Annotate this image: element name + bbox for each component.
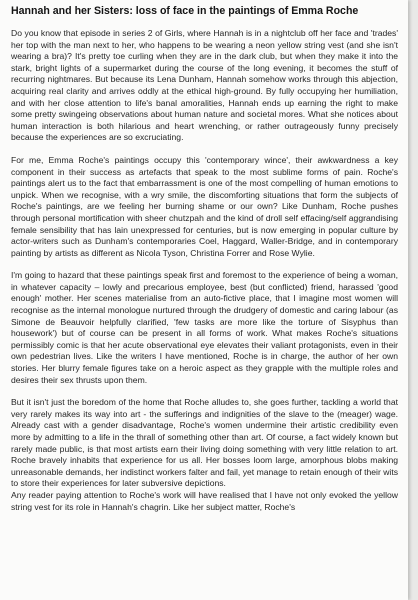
article-paragraph-2: For me, Emma Roche's paintings occupy this 'contemporary wince', their awkwardness a key component in their success as artefacts that speak to the most sublime forms of pain. Roche's paintings alert us to the fact that embarrassment is one of the most compelling of human emotions to unpick. When we recognise, with a wry smile, the discomforting situations that form the subjects of Roche's paintings, are we feeling her burning shame or our own? Like Dunham, Roche pushes through personal mortification with sheer chutzpah and the kind of droll self effacing/self aggrandising female sensibility that has lain unexpressed for centuries, but is now emerging in popular culture by actor-writers such as Dunham's contemporaries Coel, Haggard, Waller-Bridge, and in contemporary painting by artists as different as Nicola Tyson, Christina Forrer and Rose Wylie. bbox=[11, 154, 398, 258]
article-paragraph-5: Any reader paying attention to Roche's work will have realised that I have not only evoked the yellow string vest for its role in Hannah's chagrin. Like her subject matter, Roche's bbox=[11, 489, 398, 512]
article-paragraph-3: I'm going to hazard that these paintings speak first and foremost to the experience of being a woman, in whatever capacity – lowly and precarious employee, best (but conflicted) friend, harassed 'good enough' mother. Her scenes materialise from an auto-fictive place, that I imagine most women will recognise as the internal monologue nurtured through the drudgery of domestic and caring labour (as Simone de Beauvoir helpfully clarified, 'few tasks are more like the torture of Sisyphus than housework') but of course can be present in all forms of work. What makes Roche's situations permissibly comic is that her acute observational eye elevates their valiant protagonists, even in their own pedestrian lives. Like the writers I have mentioned, Roche is in charge, the author of her own stories. Her blurry female figures take on a heroic aspect as they grapple with the multiple roles and desires their sex thrusts upon them. bbox=[11, 270, 398, 385]
article-paragraph-1: Do you know that episode in series 2 of Girls, where Hannah is in a nightclub off her face and 'trades' her top with the man next to her, who happens to be wearing a neon yellow string vest (and she isn't wearing a bra)? It's pretty toe curling when they are in the dark club, but when they make it into the stark, bright lights of a supermarket during the course of the long evening, it becomes the stuff of recurring nightmares. But because its Lena Dunham, Hannah somehow works through this abjection, acquiring real clarity and arrives oddly at the ethical high-ground. By fully occupying her humiliation, and with her close attention to life's banal amoralities, Hannah ends up earning the right to make some pretty swingeing observations about human nature and societal mores. What she notices about human interaction is both hilarious and heart wrenching, or rather outrageously funny precisely because the experiences are so excruciating. bbox=[11, 28, 398, 143]
article-paragraph-4: But it isn't just the boredom of the home that Roche alludes to, she goes further, tackling a world that very rarely makes its way into art - the sufferings and indignities of the slave to the (meager) wage. Already cast with a gender disadvantage, Roche's women undermine their artistic credibility even more by admitting to a life in the thrall of something other than art. Of course, a fact widely known but rarely made public, is that most artists earn their living doing something with very little relation to art. Roche bravely inhabits that experience for us all. Her bosses loom large, amorphous blobs making unreasonable demands, her indistinct workers falter and fail, yet manage to retain enough of their wits to store their experiences for later subversive depictions. bbox=[11, 397, 398, 489]
article-title: Hannah and her Sisters: loss of face in the paintings of Emma Roche bbox=[11, 5, 359, 17]
